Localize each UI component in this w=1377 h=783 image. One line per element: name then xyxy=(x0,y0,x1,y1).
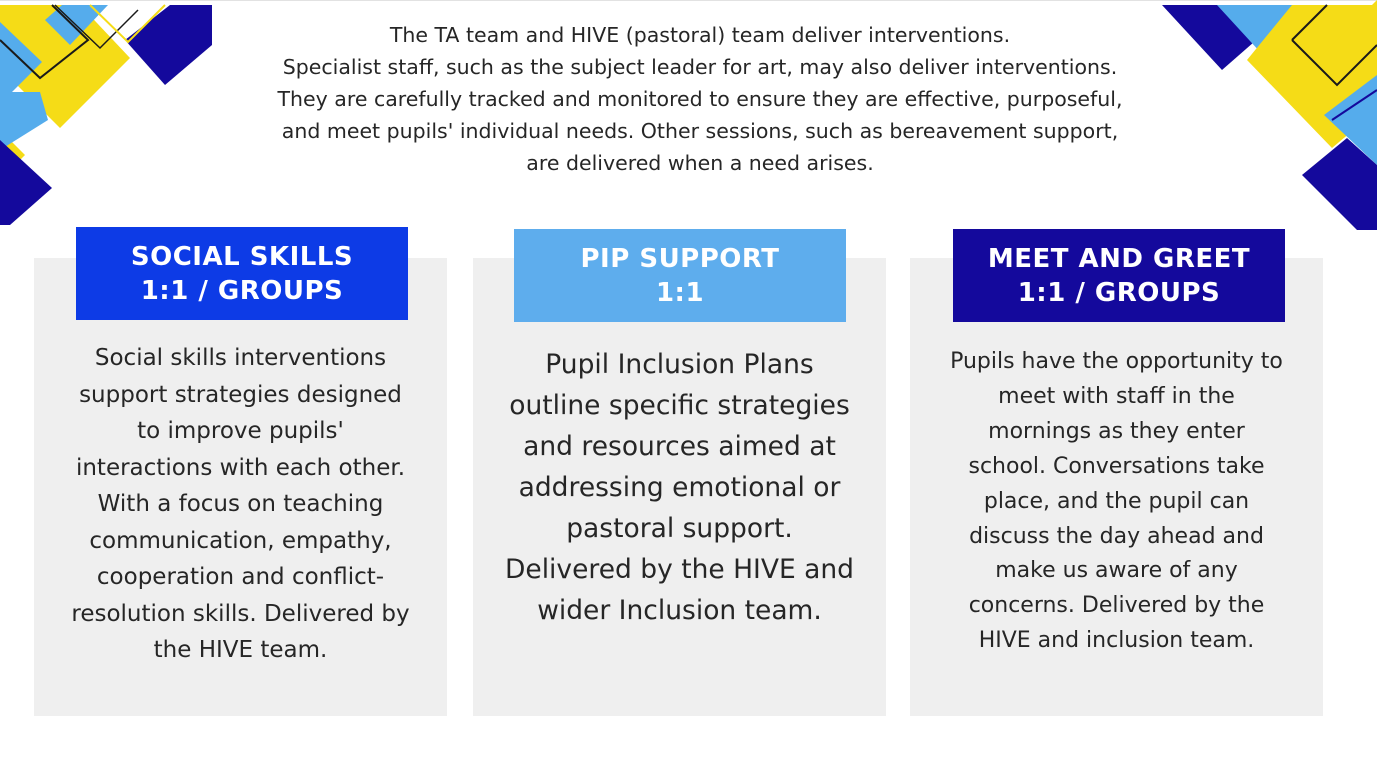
card-body-line: to improve pupils' xyxy=(137,418,344,444)
card-body-line: mornings as they enter xyxy=(988,418,1245,444)
card-body-line: Pupil Inclusion Plans xyxy=(545,349,814,380)
card-title-line: 1:1 / GROUPS xyxy=(140,276,344,306)
card-body-line: addressing emotional or xyxy=(518,472,841,503)
intro-line: and meet pupils' individual needs. Other sessions, such as bereavement support, xyxy=(281,119,1119,143)
card-body-line: With a focus on teaching xyxy=(97,491,384,517)
card-title-social-skills xyxy=(76,227,408,320)
card-title-pip-support xyxy=(514,229,846,322)
card-body-line: cooperation and conflict- xyxy=(96,564,385,590)
card-body-line: resolution skills. Delivered by xyxy=(71,600,410,627)
card-body-line: concerns. Delivered by the xyxy=(968,593,1265,619)
card-body-social-skills xyxy=(34,340,447,669)
intro-line: are delivered when a need arises. xyxy=(526,151,874,175)
card-title-line: SOCIAL SKILLS xyxy=(130,242,354,272)
card-body-line: pastoral support. xyxy=(566,513,793,544)
card-body-meet-and-greet xyxy=(910,345,1323,659)
card-body-line: the HIVE team. xyxy=(153,637,328,663)
card-body-line: Pupils have the opportunity to xyxy=(950,349,1283,374)
card-body-line: make us aware of any xyxy=(995,558,1238,584)
card-body-line: interactions with each other. xyxy=(75,454,406,481)
intro-paragraph xyxy=(220,19,1180,179)
card-body-line: school. Conversations take xyxy=(968,453,1265,479)
card-body-line: HIVE and inclusion team. xyxy=(978,628,1255,654)
card-body-line: Social skills interventions xyxy=(94,345,387,371)
card-body-line: Delivered by the HIVE and xyxy=(504,554,855,585)
geometric-squares-decoration-left xyxy=(0,0,215,230)
card-body-line: support strategies designed xyxy=(79,381,402,408)
card-body-line: wider Inclusion team. xyxy=(537,595,822,626)
card-body-line: place, and the pupil can xyxy=(983,488,1250,514)
card-body-line: outline specific strategies xyxy=(509,390,850,421)
card-body-line: communication, empathy, xyxy=(89,527,392,554)
card-body-pip-support xyxy=(473,344,886,631)
card-body-line: meet with staff in the xyxy=(998,383,1235,409)
card-body-line: discuss the day ahead and xyxy=(969,523,1264,549)
card-title-line: 1:1 / GROUPS xyxy=(1017,278,1221,308)
intro-line: They are carefully tracked and monitored to ensure they are effective, purposeful, xyxy=(277,87,1123,111)
intro-line: The TA team and HIVE (pastoral) team deliver interventions. xyxy=(389,23,1011,47)
card-title-meet-and-greet xyxy=(953,229,1285,322)
card-title-line: PIP SUPPORT xyxy=(580,244,780,274)
card-body-line: and resources aimed at xyxy=(523,431,836,462)
intro-line: Specialist staff, such as the subject leader for art, may also deliver interventions. xyxy=(282,55,1118,79)
card-title-line: 1:1 xyxy=(655,278,705,308)
geometric-squares-decoration-right xyxy=(1162,0,1377,232)
card-title-line: MEET AND GREET xyxy=(987,244,1251,274)
